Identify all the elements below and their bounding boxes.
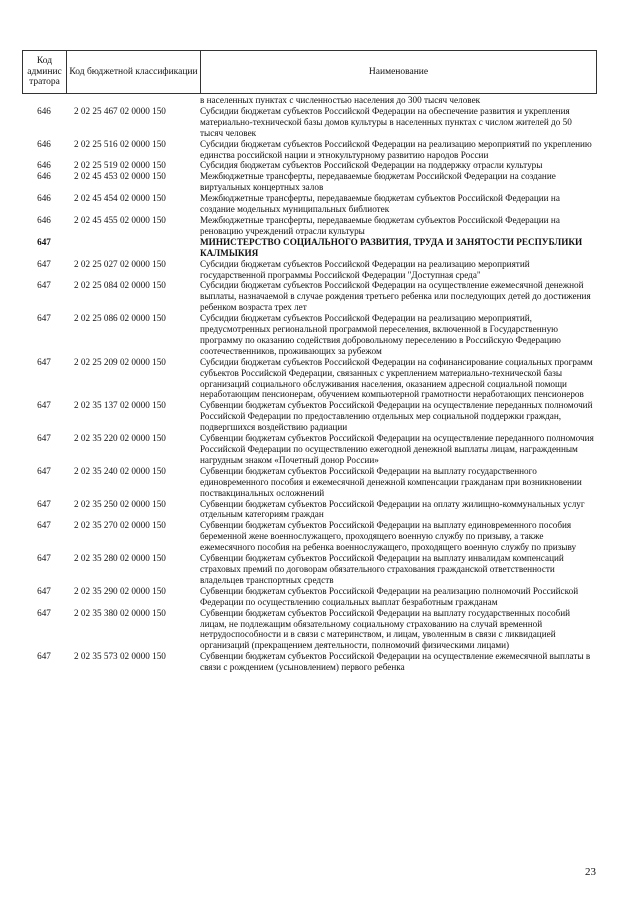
table-row: [22, 95, 596, 106]
budget-code-cell: 2 02 25 519 02 0000 150: [74, 160, 166, 171]
table-row: [22, 193, 596, 215]
admin-code-cell: 647: [37, 313, 51, 324]
header-name: Наименование: [201, 51, 597, 94]
budget-code-cell: 2 02 45 453 02 0000 150: [74, 171, 166, 182]
budget-code-cell: 2 02 35 240 02 0000 150: [74, 465, 166, 476]
table-row: [22, 280, 596, 313]
admin-code-cell: 647: [37, 400, 51, 411]
name-cell: Межбюджетные трансферты, передаваемые бюджетам субъектов Российской Федерации на реновацию учреждений отрасли культуры: [200, 214, 560, 236]
budget-code-cell: 2 02 35 270 02 0000 150: [74, 520, 166, 531]
admin-code-cell: 646: [37, 193, 51, 204]
name-cell: Субсидии бюджетам субъектов Российской Федерации на обеспечение развития и укрепления материально-технической базы домов культуры в населенных пунктах с числом жителей до 50 тысяч человек: [200, 105, 572, 138]
name-cell: Субсидии бюджетам субъектов Российской Федерации на реализацию мероприятий по укреплению единства российской нации и этнокультурному развитию народов России: [200, 138, 592, 160]
table-row: [22, 139, 596, 161]
admin-code-cell: 647: [37, 553, 51, 564]
table-row: [22, 171, 596, 193]
name-cell: Субсидии бюджетам субъектов Российской Федерации на софинансирование социальных программ субъектов Российской Федерации, связанных с укреплением материально-технической базы организаций социального обслуживания населения, оказанием адресной социальной помощи неработающим пенсионерам, обучением компьютерной грамотности неработающих пенсионеров: [200, 356, 593, 400]
header-admin-code: Код админис тратора: [23, 51, 67, 94]
budget-code-cell: 2 02 35 280 02 0000 150: [74, 553, 166, 564]
name-cell: Субвенции бюджетам субъектов Российской Федерации на выплату государственного единовременного пособия и ежемесячной денежной компенсации гражданам при возникновении поствакцинальных осложнений: [200, 465, 582, 498]
admin-code-cell: 646: [37, 138, 51, 149]
table-row: [22, 215, 596, 237]
name-cell: Субвенции бюджетам субъектов Российской Федерации на выплату инвалидам компенсаций страховых премий по договорам обязательного страхования гражданской ответственности владельцев транспортных средств: [200, 553, 564, 585]
admin-code-cell: 647: [37, 465, 51, 476]
name-cell: Субвенции бюджетам субъектов Российской Федерации на выплату государственных пособий лицам, не подлежащим обязательному социальному страхованию на случай временной нетрудоспособности и в связи с материнством, и лицам, уволенным в связи с ликвидацией организаций (прекращением деятельности, полномочий физическими лицами): [200, 607, 571, 651]
name-cell: Субсидии бюджетам субъектов Российской Федерации на реализацию мероприятий государственной программы Российской Федерации "Доступная среда": [200, 258, 530, 280]
table-row: [22, 520, 596, 553]
table-row: [22, 400, 596, 433]
budget-code-cell: 2 02 25 516 02 0000 150: [74, 138, 166, 149]
name-cell: Субсидия бюджетам субъектов Российской Федерации на поддержку отрасли культуры: [200, 160, 543, 171]
admin-code-cell: 647: [37, 585, 51, 596]
name-cell: Межбюджетные трансферты, передаваемые бюджетам субъектов Российской Федерации на создание модельных муниципальных библиотек: [200, 193, 560, 215]
table-row: [22, 553, 596, 586]
name-cell: Субсидии бюджетам субъектов Российской Федерации на реализацию мероприятий, предусмотренных региональной программой переселения, включенной в Государственную программу по оказанию содействия добровольному переселению в Российскую Федерацию соотечественников, проживающих за рубежом: [200, 313, 561, 356]
name-cell: Субвенции бюджетам субъектов Российской Федерации на реализацию полномочий Российской Федерации по осуществлению социальных выплат безработным гражданам: [200, 585, 579, 607]
budget-code-cell: 2 02 35 380 02 0000 150: [74, 607, 166, 618]
budget-code-cell: 2 02 25 467 02 0000 150: [74, 105, 166, 116]
admin-code-cell: 646: [37, 160, 51, 171]
admin-code-cell: 646: [37, 105, 51, 116]
table-row: [22, 608, 596, 652]
admin-code-cell: 646: [37, 171, 51, 182]
budget-code-cell: 2 02 35 137 02 0000 150: [74, 400, 166, 411]
budget-code-cell: 2 02 35 220 02 0000 150: [74, 433, 166, 444]
table-row: [22, 259, 596, 281]
admin-code-cell: 647: [37, 520, 51, 531]
table-row: [22, 237, 596, 259]
name-cell: Субвенции бюджетам субъектов Российской Федерации на осуществление ежемесячной выплаты в связи с рождением (усыновлением) первого ребенка: [200, 651, 591, 673]
name-cell: Межбюджетные трансферты, передаваемые бюджетам Российской Федерации на создание виртуальных концертных залов: [200, 171, 556, 193]
admin-code-cell: 646: [37, 214, 51, 225]
table-row: [22, 586, 596, 608]
budget-code-cell: 2 02 25 086 02 0000 150: [74, 313, 166, 324]
budget-code-cell: 2 02 35 250 02 0000 150: [74, 498, 166, 509]
budget-code-cell: 2 02 35 573 02 0000 150: [74, 651, 166, 662]
budget-code-cell: 2 02 25 209 02 0000 150: [74, 356, 166, 367]
admin-code-cell: 647: [37, 651, 51, 662]
table-row: [22, 313, 596, 357]
budget-code-cell: 2 02 35 290 02 0000 150: [74, 585, 166, 596]
table-row: [22, 160, 596, 171]
table-row: [22, 433, 596, 466]
admin-code-cell: 647: [37, 280, 51, 291]
table-row: [22, 651, 596, 673]
name-cell: Субвенции бюджетам субъектов Российской Федерации на выплату единовременного пособия беременной жене военнослужащего, проходящего военную службу по призыву, а также ежемесячного пособия на ребенка военнослужащего, проходящего военную службу по призыву: [200, 520, 577, 553]
budget-code-cell: 2 02 25 084 02 0000 150: [74, 280, 166, 291]
admin-code-cell: 647: [37, 258, 51, 269]
budget-code-cell: 2 02 45 455 02 0000 150: [74, 214, 166, 225]
admin-code-cell: 647: [37, 236, 51, 247]
table-row: [22, 106, 596, 139]
page-number: 23: [585, 866, 596, 878]
budget-code-cell: 2 02 25 027 02 0000 150: [74, 258, 166, 269]
table-row: [22, 499, 596, 521]
table-row: [22, 357, 596, 401]
table-header: [22, 50, 597, 94]
name-cell: Субвенции бюджетам субъектов Российской Федерации на осуществление переданного полномочия Российской Федерации по осуществлению ежегодной денежной выплаты лицам, награжденным нагрудным знаком «Почетный донор России»: [200, 433, 594, 465]
name-cell: Субвенции бюджетам субъектов Российской Федерации на оплату жилищно-коммунальных услуг отдельным категориям граждан: [200, 498, 585, 520]
admin-code-cell: 647: [37, 356, 51, 367]
admin-code-cell: 647: [37, 607, 51, 618]
name-cell: в населенных пунктах с численностью населения до 300 тысяч человек: [200, 95, 481, 105]
name-cell: Субвенции бюджетам субъектов Российской Федерации на осуществление переданных полномочий Российской Федерации по предоставлению отдельных мер социальной поддержки граждан, подвергшихся воздействию радиации: [200, 400, 593, 433]
name-cell: Субсидии бюджетам субъектов Российской Федерации на осуществление ежемесячной денежной выплаты, назначаемой в случае рождения третьего ребенка или последующих детей до достижения ребенком возраста трех лет: [200, 280, 591, 313]
header-budget-code: Код бюджетной классификации: [67, 51, 201, 94]
table-row: [22, 466, 596, 499]
admin-code-cell: 647: [37, 498, 51, 509]
budget-code-cell: 2 02 45 454 02 0000 150: [74, 193, 166, 204]
admin-code-cell: 647: [37, 433, 51, 444]
name-cell: МИНИСТЕРСТВО СОЦИАЛЬНОГО РАЗВИТИЯ, ТРУДА И ЗАНЯТОСТИ РЕСПУБЛИКИ КАЛМЫКИЯ: [200, 236, 583, 258]
table-body: [22, 95, 596, 673]
